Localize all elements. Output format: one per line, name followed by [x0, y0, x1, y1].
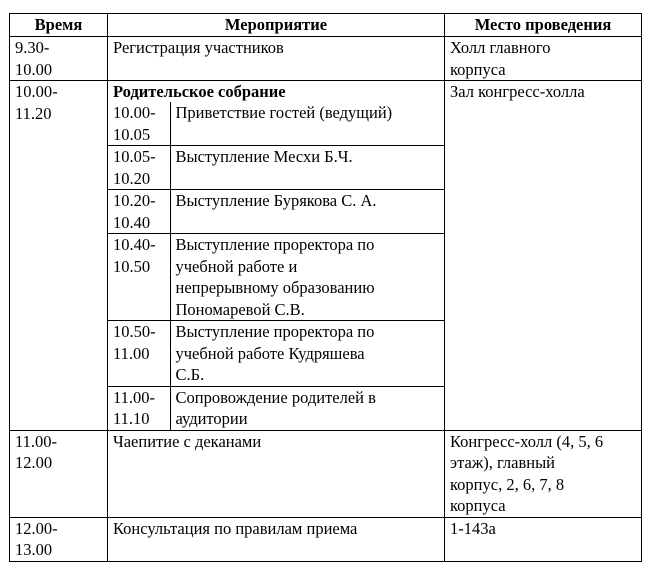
- table-row: [10, 81, 642, 431]
- agenda-event: Выступление проректора по учебной работе Кудряшева С.Б.: [170, 321, 444, 387]
- row-place: Холл главного корпуса: [445, 37, 642, 81]
- row-event: Консультация по правилам приема: [108, 517, 445, 561]
- agenda-time: 10.50- 11.00: [108, 321, 170, 387]
- row-event: Чаепитие с деканами: [108, 430, 445, 517]
- agenda-time: 11.00- 11.10: [108, 386, 170, 430]
- header-place: Место проведения: [445, 14, 642, 37]
- meeting-agenda: [108, 102, 444, 430]
- agenda-event: Выступление Бурякова С. А.: [170, 190, 444, 234]
- agenda-event: Выступление проректора по учебной работе и непрерывному образованию Пономаревой С.В.: [170, 234, 444, 321]
- row-place: 1-143а: [445, 517, 642, 561]
- agenda-time: 10.40- 10.50: [108, 234, 170, 321]
- row-place: Конгресс-холл (4, 5, 6 этаж), главный корпус, 2, 6, 7, 8 корпуса: [445, 430, 642, 517]
- schedule-table: [9, 13, 642, 562]
- row-time: 12.00- 13.00: [10, 517, 108, 561]
- row-place: Зал конгресс-холла: [445, 81, 642, 431]
- meeting-cell: [108, 81, 445, 431]
- agenda-row: [108, 386, 444, 430]
- header-time: Время: [10, 14, 108, 37]
- table-row: [10, 430, 642, 517]
- agenda-event: Выступление Месхи Б.Ч.: [170, 146, 444, 190]
- table-row: [10, 37, 642, 81]
- row-time: 11.00- 12.00: [10, 430, 108, 517]
- agenda-time: 10.00- 10.05: [108, 102, 170, 146]
- agenda-event: Сопровождение родителей в аудитории: [170, 386, 444, 430]
- agenda-row: [108, 102, 444, 146]
- agenda-row: [108, 321, 444, 387]
- row-time: 9.30- 10.00: [10, 37, 108, 81]
- header-event: Мероприятие: [108, 14, 445, 37]
- row-time: 10.00- 11.20: [10, 81, 108, 431]
- meeting-title: Родительское собрание: [113, 82, 286, 101]
- agenda-time: 10.20- 10.40: [108, 190, 170, 234]
- row-event: Регистрация участников: [108, 37, 445, 81]
- header-row: [10, 14, 642, 37]
- agenda-row: [108, 146, 444, 190]
- agenda-row: [108, 234, 444, 321]
- table-row: [10, 517, 642, 561]
- agenda-event: Приветствие гостей (ведущий): [170, 102, 444, 146]
- agenda-row: [108, 190, 444, 234]
- agenda-time: 10.05- 10.20: [108, 146, 170, 190]
